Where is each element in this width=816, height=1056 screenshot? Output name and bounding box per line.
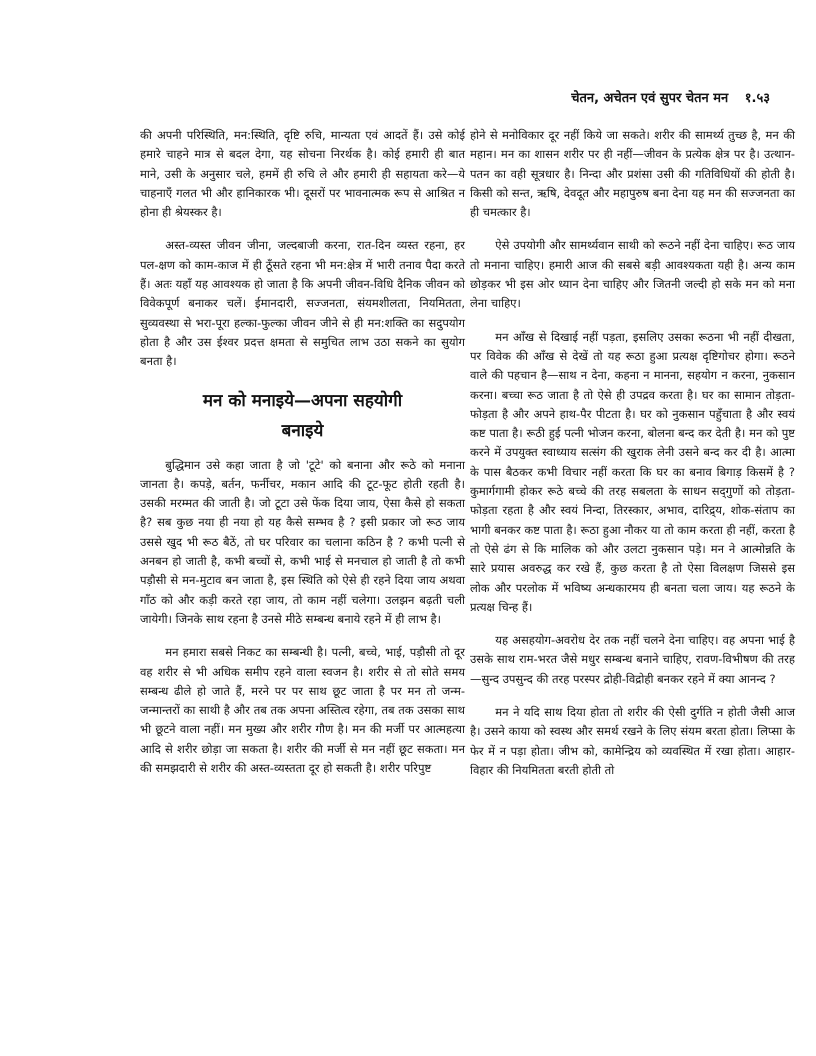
header-title: चेतन, अचेतन एवं सुपर चेतन मन — [571, 91, 729, 106]
paragraph: मन ने यदि साथ दिया होता तो शरीर की ऐसी दुर्गति न होती जैसी आज है। उसने काया को स्वस्थ और समर्थ रखने के लिए संयम बरता होता। लिप्सा के फेर में न पड़ा होता। जीभ को, कामेन्द्रिय को व्यवस्थित में रखा होता। आहार-विहार की नियमितता बरती होती तो — [470, 705, 795, 777]
heading-line: मन को मनाइये—अपना सहयोगी — [202, 390, 403, 411]
paragraph: होने से मनोविकार दूर नहीं किये जा सकते। शरीर की सामर्थ्य तुच्छ है, मन की महान। मन का शासन शरीर पर ही नहीं—जीवन के प्रत्येक क्षेत्र पर है। उत्थान-पतन का वही सूत्रधार है। निन्दा और प्रशंसा उसी की गतिविधियों की होती है। किसी को सन्त, ऋषि, देवदूत और महापुरुष बना देना यह मन की सज्जनता का ही चमत्कार है। — [470, 128, 795, 220]
paragraph: यह असहयोग-अवरोध देर तक नहीं चलने देना चाहिए। वह अपना भाई है उसके साथ राम-भरत जैसे मधुर सम्बन्ध बनाने चाहिए, रावण-विभीषण की तरह—सुन्द उपसुन्द की तरह परस्पर द्रोही-विद्रोही बनकर रहने में क्या आनन्द ? — [470, 633, 795, 686]
section-heading — [140, 386, 465, 446]
paragraph: बुद्धिमान उसे कहा जाता है जो 'टूटे' को बनाना और रूठे को मनाना जानता है। कपड़े, बर्तन, फर्नीचर, मकान आदि की टूट-फूट होती रहती है। उसकी मरम्मत की जाती है। जो टूटा उसे फेंक दिया जाय, ऐसा कैसे हो सकता है? सब कुछ नया ही नया हो यह कैसे सम्भव है ? इसी प्रकार जो रूठ जाय उससे खुद भी रूठ बैठें, तो घर परिवार का चलाना कठिन है ? कभी पत्नी से अनबन हो जाती है, कभी बच्चों से, कभी भाई से मनचाल हो जाती है तो कभी पड़ौसी से मन-मुटाव बन जाता है, इस स्थिति को ऐसे ही रहने दिया जाय अथवा गाँठ को और कड़ी करते रहा जाय, तो काम नहीं चलेगा। उलझन बढ़ती चली जायेगी। जिनके साथ रहना है उनसे मीठे सम्बन्ध बनाये रहने में ही लाभ है। — [140, 457, 465, 626]
running-header — [500, 88, 770, 106]
right-column — [470, 126, 795, 794]
paragraph: मन हमारा सबसे निकट का सम्बन्धी है। पत्नी, बच्चे, भाई, पड़ौसी तो दूर वह शरीर से भी अधिक समीप रहने वाला स्वजन है। शरीर से तो सोते समय सम्बन्ध ढीले हो जाते हैं, मरने पर पर साथ छूट जाता है पर मन तो जन्म-जन्मान्तरों का साथी है और तब तक अपना अस्तित्व रहेगा, तब तक उसका साथ भी छूटने वाला नहीं। मन मुख्य और शरीर गौण है। मन की मर्जी पर आत्महत्या आदि से शरीर छोड़ा जा सकता है। शरीर की मर्जी से मन नहीं छूट सकता। मन की समझदारी से शरीर की अस्त-व्यस्तता दूर हो सकती है। शरीर परिपुष्ट — [140, 645, 465, 776]
left-column — [140, 126, 465, 792]
paragraph: की अपनी परिस्थिति, मन:स्थिति, दृष्टि रुचि, मान्यता एवं आदतें हैं। उसे कोई हमारे चाहने मात्र से बदल देगा, यह सोचना निरर्थक है। कोई हमारी ही बात माने, उसी के अनुसार चले, हममें ही रुचि ले और हमारी ही सहायता करे—ये चाहनाएँ गलत भी और हानिकारक भी। दूसरों पर भावनात्मक रूप से आश्रित न होना ही श्रेयस्कर है। — [140, 128, 465, 220]
paragraph: ऐसे उपयोगी और सामर्थ्यवान साथी को रूठने नहीं देना चाहिए। रूठ जाय तो मनाना चाहिए। हमारी आज की सबसे बड़ी आवश्यकता यही है। अन्य काम छोड़कर भी इस ओर ध्यान देना चाहिए और जितनी जल्दी हो सके मन को मना लेना चाहिए। — [470, 238, 795, 311]
paragraph: अस्त-व्यस्त जीवन जीना, जल्दबाजी करना, रात-दिन व्यस्त रहना, हर पल-क्षण को काम-काज में ही ठूँसते रहना भी मन:क्षेत्र में भारी तनाव पैदा करते हैं। अतः यहाँ यह आवश्यक हो जाता है कि अपनी जीवन-विधि दैनिक जीवन को विवेकपूर्ण बनाकर चलें। ईमानदारी, सज्जनता, संयमशीलता, नियमितता, सुव्यवस्था से भरा-पूरा हल्का-फुल्का जीवन जीने से ही मन:शक्ति का सदुपयोग होता है और उस ईश्वर प्रदत्त क्षमता से समुचित लाभ उठा सकने का सुयोग बनता है। — [140, 238, 465, 369]
heading-line: बनाइये — [281, 420, 324, 441]
paragraph: मन आँख से दिखाई नहीं पड़ता, इसलिए उसका रूठना भी नहीं दीखता, पर विवेक की आँख से देखें तो यह रूठा हुआ प्रत्यक्ष दृष्टिगोचर होगा। रूठने वाले की पहचान है—साथ न देना, कहना न मानना, सहयोग न करना, नुकसान करना। बच्चा रूठ जाता है तो ऐसे ही उपद्रव करता है। घर का सामान तोड़ता-फोड़ता है और अपने हाथ-पैर पीटता है। घर को नुकसान पहुँचाता है और स्वयं कष्ट पाता है। रूठी हुई पत्नी भोजन करना, बोलना बन्द कर देती है। मन को पुष्ट करने में उपयुक्त स्वाध्याय सत्संग की खुराक लेनी उसने बन्द कर दी है। आत्मा के पास बैठकर कभी विचार नहीं करता कि घर का बनाव बिगाड़ किसमें है ? कुमार्गगामी होकर रूठे बच्चे की तरह सबलता के साधन सद्‌गुणों को तोड़ता-फोड़ता रहता है और स्वयं निन्दा, तिरस्कार, अभाव, दारिद्र्य, शोक-संताप का भागी बनकर कष्ट पाता है। रूठा हुआ नौकर या तो काम करता ही नहीं, करता है तो ऐसे ढंग से कि मालिक को और उलटा नुकसान पड़े। मन ने आत्मोन्नति के सारे प्रयास अवरुद्ध कर रखे हैं, कुछ करता है तो ऐसा विलक्षण जिससे इस लोक और परलोक में भविष्य अन्धकारमय ही बनता चला जाय। यह रूठने के प्रत्यक्ष चिन्ह हैं। — [470, 329, 795, 614]
page-number: १.५३ — [744, 91, 770, 106]
